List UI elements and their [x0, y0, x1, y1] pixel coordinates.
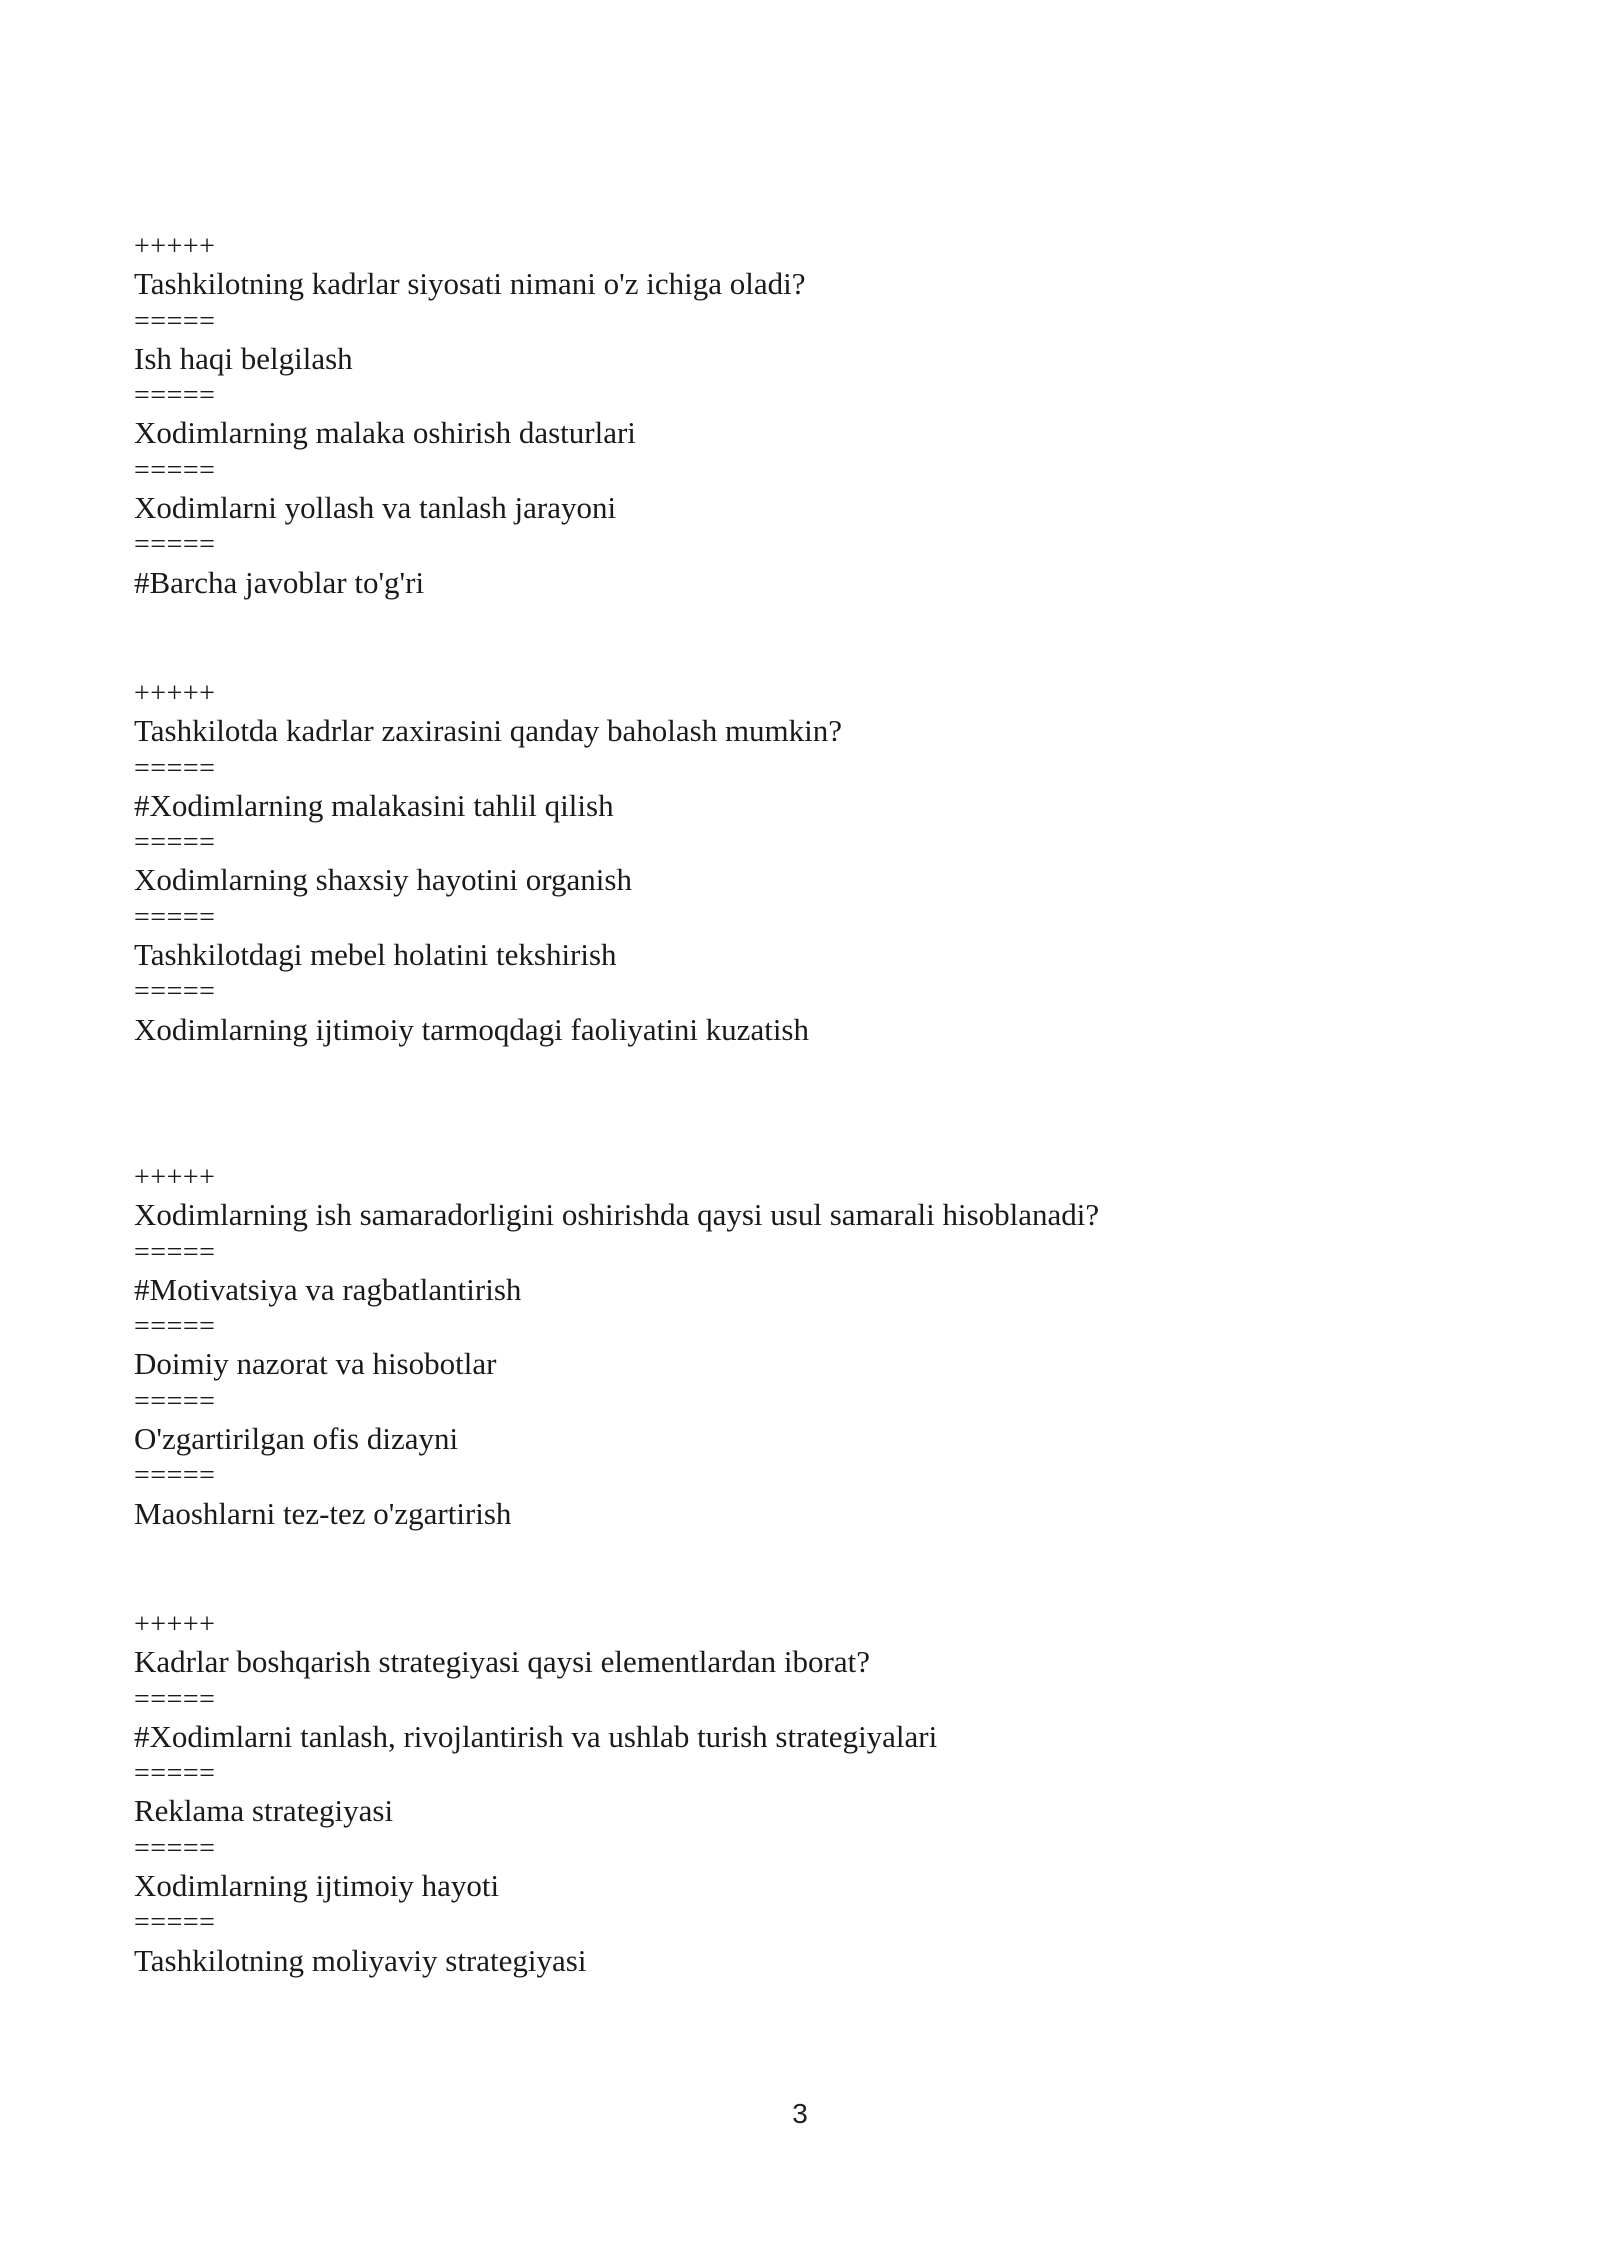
option-separator: =====: [134, 827, 216, 859]
option-separator: =====: [134, 380, 216, 412]
question-text: Kadrlar boshqarish strategiyasi qaysi elementlardan iborat?: [134, 1644, 870, 1680]
option-separator: =====: [134, 976, 216, 1008]
option-separator: =====: [134, 1236, 216, 1268]
option-separator: =====: [134, 1907, 216, 1939]
answer-option: Xodimlarning shaxsiy hayotini organish: [134, 862, 632, 898]
answer-option: O'zgartirilgan ofis dizayni: [134, 1421, 459, 1457]
correct-answer-option: #Xodimlarni tanlash, rivojlantirish va ushlab turish strategiyalari: [134, 1718, 938, 1754]
answer-option: Reklama strategiyasi: [134, 1793, 394, 1829]
option-separator: =====: [134, 1758, 216, 1790]
option-separator: =====: [134, 752, 216, 784]
option-separator: =====: [134, 1460, 216, 1492]
question-start-marker: +++++: [134, 231, 216, 262]
question-block: [134, 675, 1494, 1048]
answer-option: Xodimlarning ijtimoiy tarmoqdagi faoliyatini kuzatish: [134, 1011, 809, 1047]
correct-answer-option: #Xodimlarning malakasini tahlil qilish: [134, 787, 614, 823]
option-separator: =====: [134, 1683, 216, 1715]
answer-option: Maoshlarni tez-tez o'zgartirish: [134, 1495, 512, 1531]
option-separator: =====: [134, 901, 216, 933]
spacer: [134, 1532, 1494, 1606]
option-separator: =====: [134, 1311, 216, 1343]
answer-option: Doimiy nazorat va hisobotlar: [134, 1346, 497, 1382]
question-block: [134, 228, 1494, 601]
question-start-marker: +++++: [134, 1608, 216, 1640]
option-separator: =====: [134, 1385, 216, 1417]
option-separator: =====: [134, 1832, 216, 1864]
spacer: [134, 1048, 1494, 1159]
question-text: Tashkilotning kadrlar siyosati nimani o'z ichiga oladi?: [134, 266, 806, 302]
question-block: [134, 1606, 1494, 1979]
answer-option: Ish haqi belgilash: [134, 340, 353, 376]
answer-option: Tashkilotdagi mebel holatini tekshirish: [134, 937, 617, 973]
correct-answer-option: #Barcha javoblar to'g'ri: [134, 564, 425, 600]
spacer: [134, 601, 1494, 675]
option-separator: =====: [134, 305, 216, 337]
answer-option: Xodimlarni yollash va tanlash jarayoni: [134, 490, 617, 526]
question-text: Tashkilotda kadrlar zaxirasini qanday baholash mumkin?: [134, 713, 843, 749]
correct-answer-option: #Motivatsiya va ragbatlantirish: [134, 1271, 522, 1307]
question-block: [134, 1159, 1494, 1532]
option-separator: =====: [134, 529, 216, 561]
question-start-marker: +++++: [134, 677, 216, 709]
question-text: Xodimlarning ish samaradorligini oshirishda qaysi usul samarali hisoblanadi?: [134, 1197, 1100, 1233]
option-separator: =====: [134, 454, 216, 486]
document-body: [134, 228, 1494, 1979]
answer-option: Tashkilotning moliyaviy strategiyasi: [134, 1942, 587, 1978]
answer-option: Xodimlarning malaka oshirish dasturlari: [134, 415, 636, 451]
question-start-marker: +++++: [134, 1161, 216, 1193]
page-number: 3: [792, 2098, 808, 2129]
answer-option: Xodimlarning ijtimoiy hayoti: [134, 1867, 500, 1903]
